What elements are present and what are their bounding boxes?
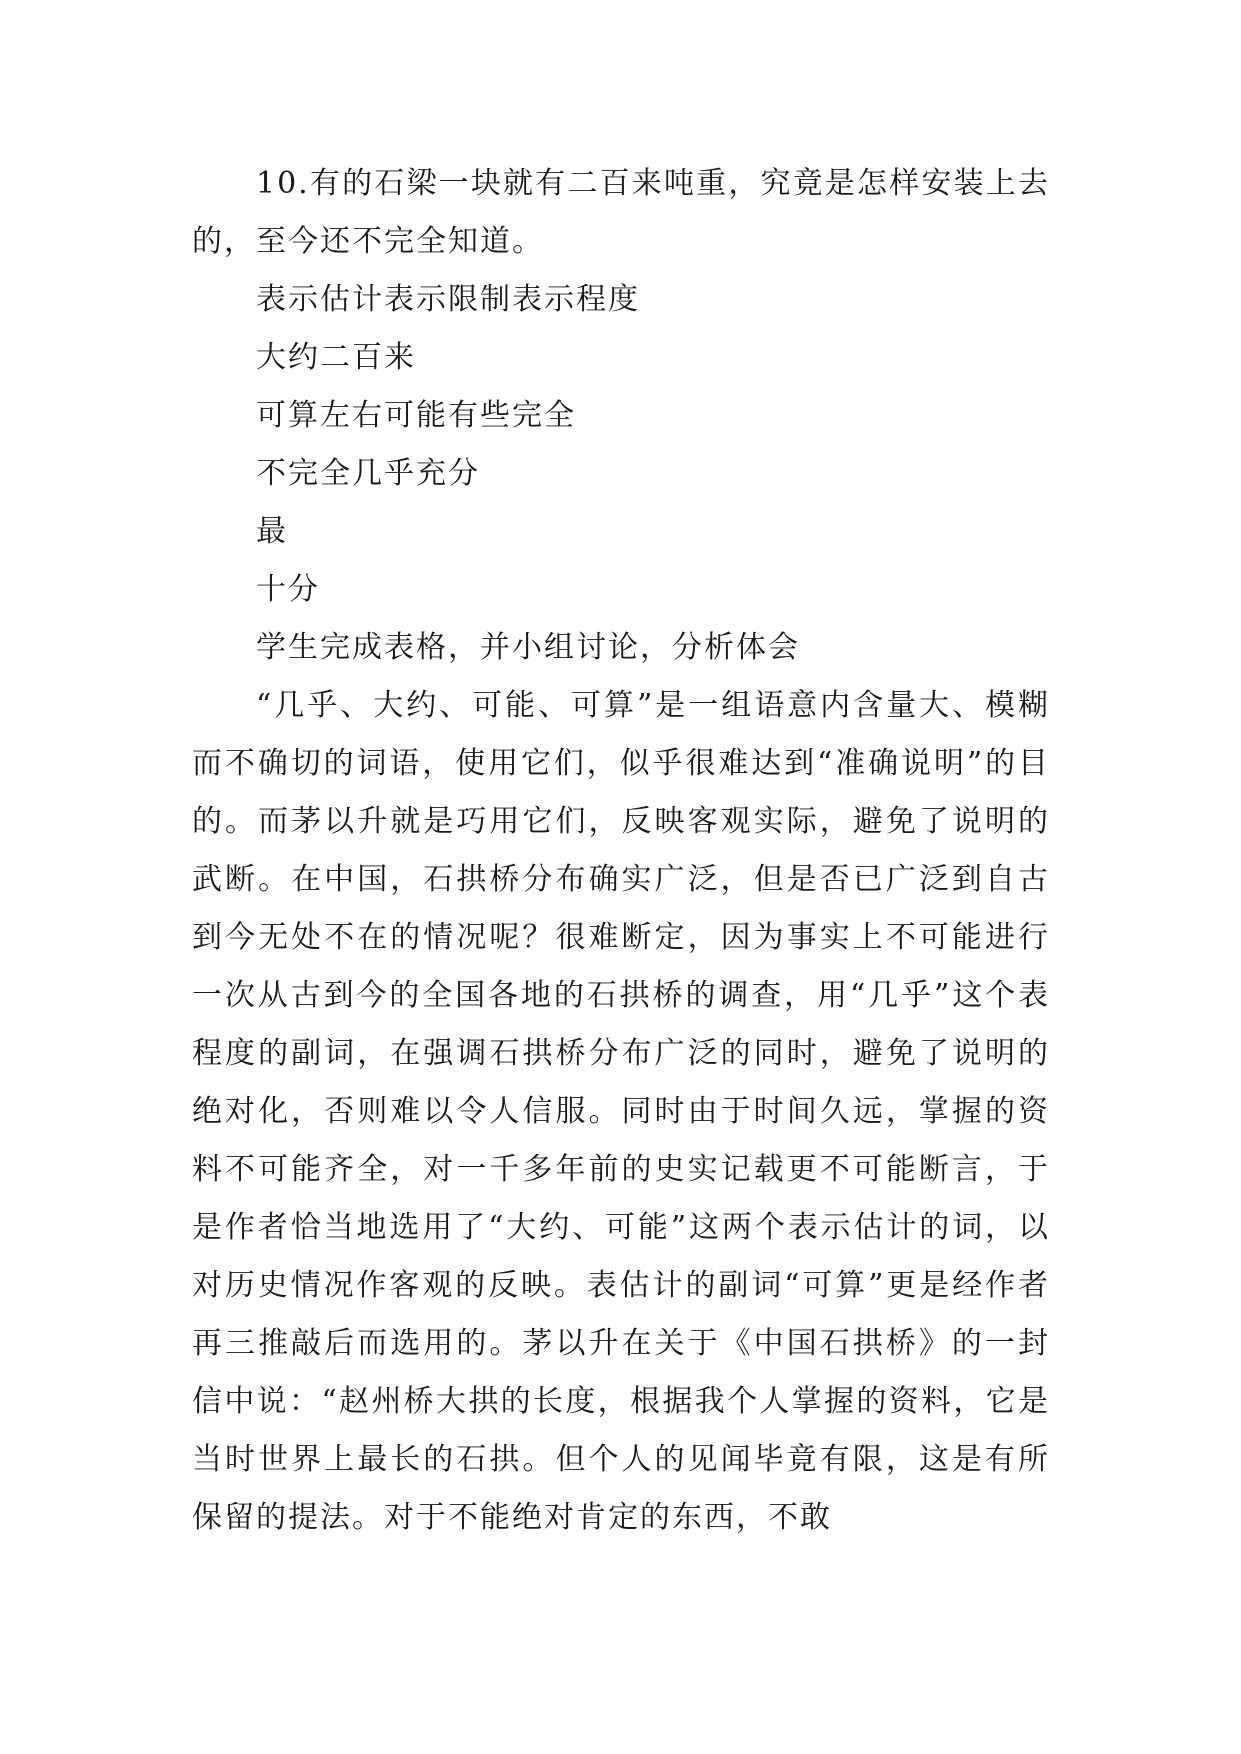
table-line-row-4: 最 xyxy=(256,514,288,549)
instruction-line: 学生完成表格，并小组讨论，分析体会 xyxy=(256,630,800,665)
table-line-row-5: 十分 xyxy=(256,572,320,607)
table-line-header: 表示估计表示限制表示程度 xyxy=(256,282,640,317)
table-line-row-2: 可算左右可能有些完全 xyxy=(256,398,576,433)
table-line-row-1: 大约二百来 xyxy=(256,340,416,375)
paragraph-analysis: “几乎、大约、可能、可算”是一组语意内含量大、模糊而不确切的词语，使用它们，似乎很难达到“准确说明”的目的。而茅以升就是巧用它们，反映客观实际，避免了说明的武断。在中国，石拱桥分布确实广泛，但是否已广泛到自古到今无处不在的情况呢？很难断定，因为事实上不可能进行一次从古到今的全国各地的石拱桥的调查，用“几乎”这个表程度的副词，在强调石拱桥分布广泛的同时，避免了说明的绝对化，否则难以令人信服。同时由于时间久远，掌握的资料不可能齐全，对一千多年前的史实记载更不可能断言，于是作者恰当地选用了“大约、可能”这两个表示估计的词，以对历史情况作客观的反映。表估计的副词“可算”更是经作者再三推敲后而选用的。茅以升在关于《中国石拱桥》的一封信中说：“赵州桥大拱的长度，根据我个人掌握的资料，它是当时世界上最长的石拱。但个人的见闻毕竟有限，这是有所保留的提法。对于不能绝对肯定的东西，不敢 xyxy=(192,688,1050,1535)
table-line-row-3: 不完全几乎充分 xyxy=(256,456,480,491)
document-body xyxy=(192,155,1050,1547)
paragraph-question-10: 10.有的石梁一块就有二百来吨重，究竟是怎样安装上去的，至今还不完全知道。 xyxy=(192,166,1050,259)
